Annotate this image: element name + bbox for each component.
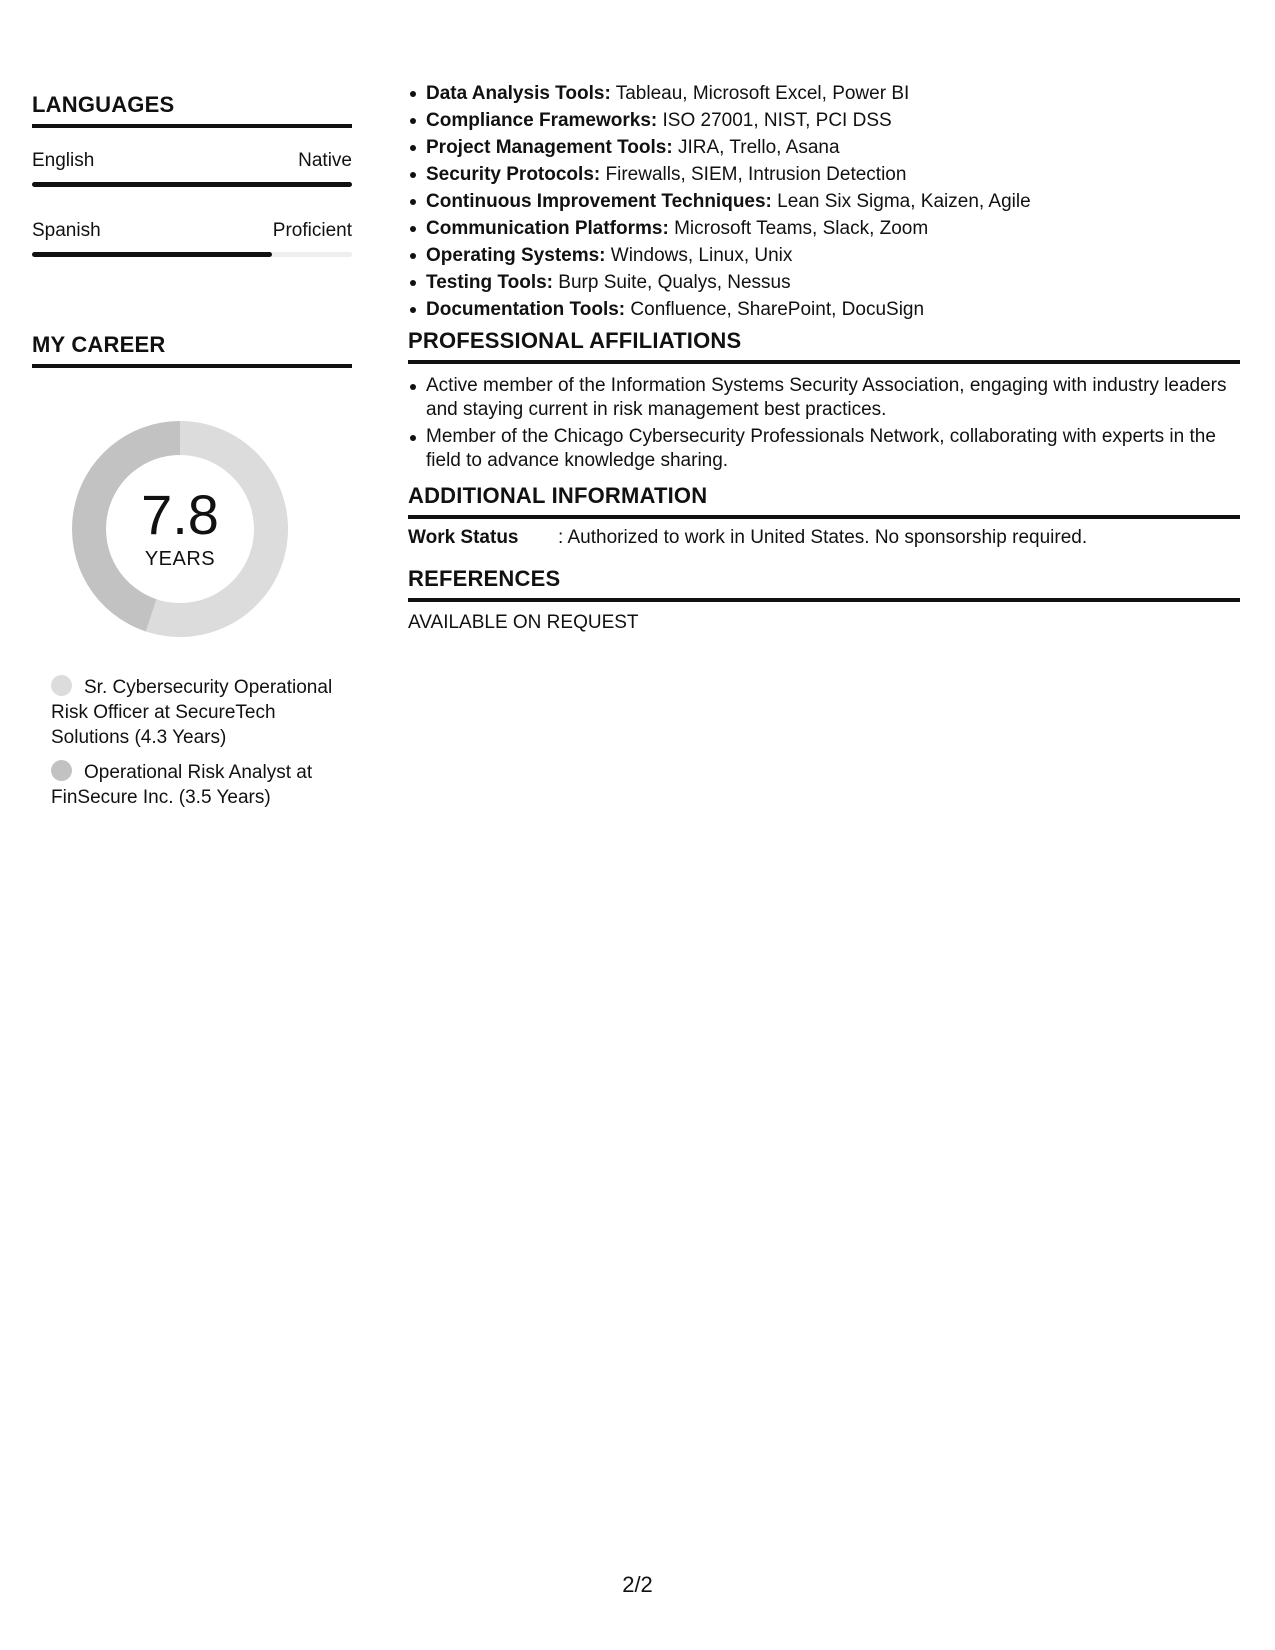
languages-title: LANGUAGES (32, 92, 352, 128)
skills-list (408, 80, 1240, 323)
legend-dot-icon (51, 675, 72, 696)
skill-label: Operating Systems: (426, 245, 606, 266)
skill-item (408, 242, 1240, 269)
skill-label: Security Protocols: (426, 164, 601, 185)
skill-item (408, 215, 1240, 242)
language-name: English (32, 150, 95, 171)
affiliations-list (408, 374, 1240, 473)
career-donut-chart (66, 415, 294, 643)
skill-value: Lean Six Sigma, Kaizen, Agile (771, 191, 1031, 212)
work-status-label: Work Status (408, 527, 519, 548)
legend-dot-icon (51, 760, 72, 781)
skill-item (408, 80, 1240, 107)
skill-value: Burp Suite, Qualys, Nessus (553, 272, 791, 293)
skill-item (408, 161, 1240, 188)
skill-value: JIRA, Trello, Asana (672, 137, 840, 158)
language-proficiency-bar (32, 182, 352, 187)
career-job-label: Sr. Cybersecurity Operational Risk Officer at SecureTech Solutions (4.3 Years) (51, 677, 333, 748)
language-proficiency-fill (32, 252, 272, 257)
skill-label: Data Analysis Tools: (426, 83, 611, 104)
career-total-unit: YEARS (144, 548, 216, 570)
references-text: AVAILABLE ON REQUEST (408, 612, 639, 633)
page-number: 2/2 (622, 1572, 653, 1597)
language-item-english (32, 150, 352, 187)
skill-item (408, 134, 1240, 161)
skill-item (408, 107, 1240, 134)
references-title: REFERENCES (408, 566, 1240, 602)
career-legend-item (51, 760, 341, 810)
affiliation-item: Member of the Chicago Cybersecurity Professionals Network, collaborating with experts in the field to advance knowledge sharing. (408, 425, 1240, 473)
skill-value: Tableau, Microsoft Excel, Power BI (610, 83, 910, 104)
language-level: Native (298, 150, 352, 171)
career-title: MY CAREER (32, 332, 352, 368)
skill-label: Documentation Tools: (426, 299, 626, 320)
skill-label: Compliance Frameworks: (426, 110, 658, 131)
affiliation-item: Active member of the Information Systems Security Association, engaging with industry leaders and staying current in risk management best practices. (408, 374, 1240, 422)
language-level: Proficient (272, 220, 352, 241)
work-status-value: : Authorized to work in United States. No sponsorship required. (558, 527, 1088, 548)
skill-label: Continuous Improvement Techniques: (426, 191, 772, 212)
affiliations-section (408, 328, 1240, 476)
language-proficiency-bar (32, 252, 352, 257)
language-proficiency-fill (32, 182, 352, 187)
additional-title: ADDITIONAL INFORMATION (408, 483, 1240, 519)
career-legend-item (51, 675, 341, 750)
career-total-value: 7.8 (141, 483, 219, 546)
career-legend (51, 675, 341, 820)
career-job-label: Operational Risk Analyst at FinSecure Inc. (3.5 Years) (51, 762, 313, 808)
skill-value: Firewalls, SIEM, Intrusion Detection (600, 164, 907, 185)
skill-value: ISO 27001, NIST, PCI DSS (657, 110, 892, 131)
skill-value: Microsoft Teams, Slack, Zoom (668, 218, 929, 239)
skill-label: Testing Tools: (426, 272, 554, 293)
additional-section (408, 483, 1240, 549)
skill-label: Communication Platforms: (426, 218, 669, 239)
references-section (408, 566, 1240, 634)
skill-item (408, 188, 1240, 215)
work-status-row (408, 527, 1240, 549)
skill-item (408, 269, 1240, 296)
language-item-spanish (32, 220, 352, 257)
skill-item (408, 296, 1240, 323)
skill-value: Windows, Linux, Unix (605, 245, 793, 266)
language-name: Spanish (32, 220, 101, 241)
skill-value: Confluence, SharePoint, DocuSign (625, 299, 925, 320)
affiliations-title: PROFESSIONAL AFFILIATIONS (408, 328, 1240, 364)
skill-label: Project Management Tools: (426, 137, 673, 158)
